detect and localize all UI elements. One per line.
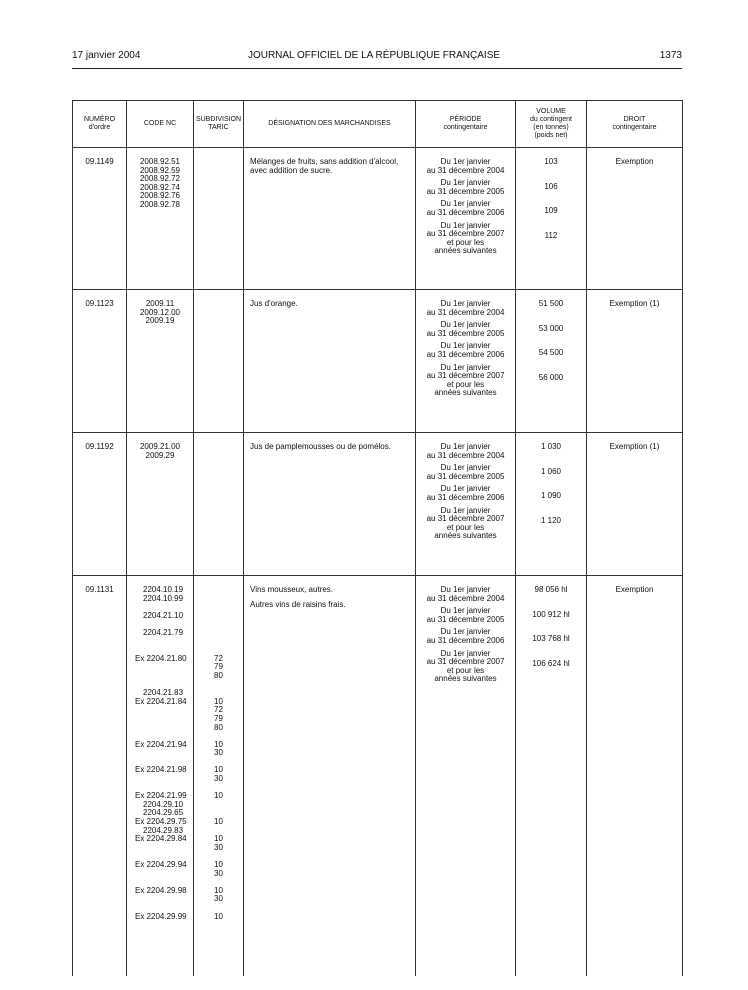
volume-value: 51 500	[538, 299, 564, 308]
code-item: 2008.92.51	[139, 157, 181, 166]
designation-cell	[244, 433, 416, 576]
designation-text: Jus de pamplemousses ou de pomélos.	[250, 442, 391, 451]
period-line: au 31 décembre 2005	[426, 186, 505, 196]
subdivision-item: 10	[214, 765, 223, 775]
designation-cell	[244, 290, 416, 433]
period-line: Du 1er janvier	[440, 157, 491, 166]
period-line: et pour les	[446, 522, 485, 532]
code-item: 2204.21.83	[143, 688, 184, 698]
period-block	[416, 443, 515, 460]
code-item: Ex 2204.21.84	[135, 696, 187, 706]
period-line: au 31 décembre 2005	[426, 328, 505, 338]
period-line: Du 1er janvier	[440, 199, 491, 209]
volume-value: 98 056 hl	[534, 585, 568, 594]
col-droit: DROIT contingentaire	[587, 101, 683, 148]
period-line: années suivantes	[434, 674, 497, 684]
code-item: Ex 2204.29.84	[135, 834, 187, 844]
period-line: au 31 décembre 2007	[426, 514, 505, 524]
code-item: Ex 2204.21.80	[135, 653, 187, 663]
col-subdivision: SUBDIVISION TARIC	[194, 101, 244, 148]
subdivision-item: 30	[214, 842, 223, 852]
code-item: Ex 2204.21.99	[135, 791, 187, 801]
period-line: années suivantes	[434, 531, 497, 541]
volume-value: 1 090	[540, 491, 562, 501]
droit-cell: Exemption (1)	[587, 290, 683, 433]
period-line: Du 1er janvier	[440, 220, 491, 230]
subdivision-item: 30	[214, 774, 223, 784]
volume-value: 1 120	[540, 515, 562, 525]
volume-value: 56 000	[538, 372, 564, 382]
period-line: au 31 décembre 2006	[426, 492, 505, 502]
period-line: Du 1er janvier	[440, 505, 491, 515]
periode-cell	[416, 576, 516, 976]
code-item: 2009.12.00	[139, 307, 181, 317]
header-date: 17 janvier 2004	[72, 50, 141, 61]
designation-text: Autres vins de raisins frais.	[250, 599, 346, 609]
period-block	[416, 364, 515, 398]
designation-text: Jus d'orange.	[250, 299, 298, 308]
subdivision-item: 72	[214, 653, 223, 663]
volume-value: 100 912 hl	[532, 609, 570, 619]
period-line: au 31 décembre 2006	[426, 207, 505, 217]
period-line: au 31 décembre 2007	[426, 657, 505, 667]
period-line: et pour les	[446, 237, 485, 247]
period-line: années suivantes	[434, 388, 497, 398]
period-block	[416, 650, 515, 684]
code-cell	[127, 576, 194, 976]
subdivision-item: 30	[214, 868, 223, 878]
code-item: 2204.29.65	[143, 808, 184, 818]
period-block	[416, 179, 515, 196]
code-item: 2009.29	[145, 450, 175, 460]
period-line: et pour les	[446, 665, 485, 675]
numero-cell: 09.1192	[73, 433, 127, 576]
volume-value: 1 060	[540, 466, 562, 476]
table-row	[73, 290, 683, 433]
journal-title: JOURNAL OFFICIEL DE LA RÉPUBLIQUE FRANÇAISE	[247, 50, 501, 61]
code-item: Ex 2204.21.94	[135, 739, 187, 749]
code-item: 2204.10.19	[143, 585, 184, 594]
volume-cell	[516, 290, 587, 433]
numero-cell: 09.1123	[73, 290, 127, 433]
designation-text: Mélanges de fruits, sans addition d'alcool, avec addition de sucre.	[250, 157, 399, 175]
code-cell	[127, 433, 194, 576]
period-line: Du 1er janvier	[440, 178, 491, 188]
period-line: Du 1er janvier	[440, 442, 491, 451]
periode-cell	[416, 148, 516, 290]
volume-value: 106 624 hl	[532, 658, 570, 668]
designation-cell	[244, 148, 416, 290]
volume-value: 54 500	[538, 348, 564, 358]
period-line: au 31 décembre 2005	[426, 471, 505, 481]
period-line: au 31 décembre 2004	[426, 593, 505, 603]
period-line: années suivantes	[434, 246, 497, 256]
subdivision-item: 10	[214, 860, 223, 869]
subdivision-item: 80	[214, 670, 223, 680]
numero-cell: 09.1149	[73, 148, 127, 290]
numero-cell: 09.1131	[73, 576, 127, 976]
volume-value: 53 000	[538, 323, 564, 333]
period-block	[416, 464, 515, 481]
subdivision-item: 10	[214, 696, 223, 706]
period-line: Du 1er janvier	[440, 648, 491, 658]
subdivision-item: 79	[214, 713, 223, 723]
period-line: au 31 décembre 2006	[426, 349, 505, 359]
period-block	[416, 607, 515, 624]
period-line: au 31 décembre 2006	[426, 635, 505, 645]
period-line: Du 1er janvier	[440, 299, 491, 308]
period-line: au 31 décembre 2007	[426, 229, 505, 239]
periode-cell	[416, 433, 516, 576]
period-line: Du 1er janvier	[440, 627, 491, 637]
period-line: Du 1er janvier	[440, 320, 491, 330]
droit-cell: Exemption	[587, 148, 683, 290]
period-line: au 31 décembre 2004	[426, 165, 505, 175]
code-item: 2009.11	[145, 299, 175, 308]
period-line: Du 1er janvier	[440, 362, 491, 372]
code-item: 2204.10.99	[143, 593, 184, 603]
col-code: CODE NC	[127, 101, 194, 148]
period-block	[416, 485, 515, 502]
period-line: Du 1er janvier	[440, 341, 491, 351]
volume-value: 103	[544, 157, 558, 166]
subdivision-item: 80	[214, 722, 223, 732]
period-block	[416, 222, 515, 256]
designation-cell	[244, 576, 416, 976]
code-item: 2204.29.10	[143, 799, 184, 809]
code-item: 2204.29.83	[143, 825, 184, 835]
subdivision-cell	[194, 290, 244, 433]
code-item: 2008.92.59	[139, 165, 181, 175]
table-header-row	[73, 101, 683, 148]
droit-cell: Exemption	[587, 576, 683, 976]
designation-text: Vins mousseux, autres.	[250, 585, 334, 594]
subdivision-cell	[194, 148, 244, 290]
code-item: 2008.92.74	[139, 182, 181, 192]
subdivision-item: 79	[214, 662, 223, 672]
subdivision-item: 10	[214, 885, 223, 895]
subdivision-item: 10	[214, 817, 223, 827]
table-row	[73, 148, 683, 290]
subdivision-item: 72	[214, 705, 223, 715]
periode-cell	[416, 290, 516, 433]
subdivision-cell	[194, 433, 244, 576]
code-cell	[127, 290, 194, 433]
subdivision-item: 10	[214, 791, 223, 801]
code-item: 2009.21.00	[139, 442, 181, 451]
code-item: 2204.21.10	[143, 610, 184, 620]
code-item: Ex 2204.29.99	[135, 911, 187, 921]
table-row	[73, 576, 683, 976]
code-cell	[127, 148, 194, 290]
col-volume: VOLUME du contingent (en tonnes) (poids net)	[516, 101, 587, 148]
page-number: 1373	[659, 50, 682, 61]
code-item: 2204.21.79	[143, 627, 184, 637]
period-line: Du 1er janvier	[440, 484, 491, 494]
volume-cell	[516, 148, 587, 290]
volume-value: 103 768 hl	[532, 634, 570, 644]
droit-cell: Exemption (1)	[587, 433, 683, 576]
period-line: Du 1er janvier	[440, 585, 491, 594]
period-line: et pour les	[446, 379, 485, 389]
period-line: au 31 décembre 2004	[426, 450, 505, 460]
period-line: au 31 décembre 2007	[426, 371, 505, 381]
period-block	[416, 586, 515, 603]
period-block	[416, 158, 515, 175]
period-line: Du 1er janvier	[440, 463, 491, 473]
period-block	[416, 321, 515, 338]
header-rule	[72, 68, 682, 69]
volume-value: 1 030	[540, 442, 562, 451]
subdivision-cell	[194, 576, 244, 976]
code-item: Ex 2204.21.98	[135, 765, 187, 775]
period-block	[416, 342, 515, 359]
code-item: 2008.92.76	[139, 191, 181, 201]
subdivision-item: 10	[214, 834, 223, 844]
period-line: au 31 décembre 2005	[426, 614, 505, 624]
code-item: Ex 2204.29.75	[135, 817, 187, 827]
volume-value: 109	[544, 206, 558, 216]
subdivision-item: 30	[214, 894, 223, 904]
col-periode: PÉRIODE contingentaire	[416, 101, 516, 148]
volume-cell	[516, 576, 587, 976]
period-block	[416, 628, 515, 645]
volume-cell	[516, 433, 587, 576]
table-row	[73, 433, 683, 576]
period-line: au 31 décembre 2004	[426, 307, 505, 317]
subdivision-item: 10	[214, 739, 223, 749]
code-item: 2008.92.72	[139, 174, 181, 184]
period-line: Du 1er janvier	[440, 606, 491, 616]
period-block	[416, 200, 515, 217]
col-numero: NUMÉRO d'ordre	[73, 101, 127, 148]
code-item: Ex 2204.29.94	[135, 860, 187, 869]
period-block	[416, 507, 515, 541]
volume-value: 112	[544, 230, 558, 240]
period-block	[416, 300, 515, 317]
col-designation: DÉSIGNATION DES MARCHANDISES	[244, 101, 416, 148]
subdivision-item: 30	[214, 748, 223, 758]
code-item: 2008.92.78	[139, 199, 181, 209]
code-item: Ex 2204.29.98	[135, 885, 187, 895]
quota-table	[72, 100, 683, 976]
code-item: 2009.19	[145, 316, 175, 326]
volume-value: 106	[544, 181, 558, 191]
subdivision-item: 10	[214, 911, 223, 921]
